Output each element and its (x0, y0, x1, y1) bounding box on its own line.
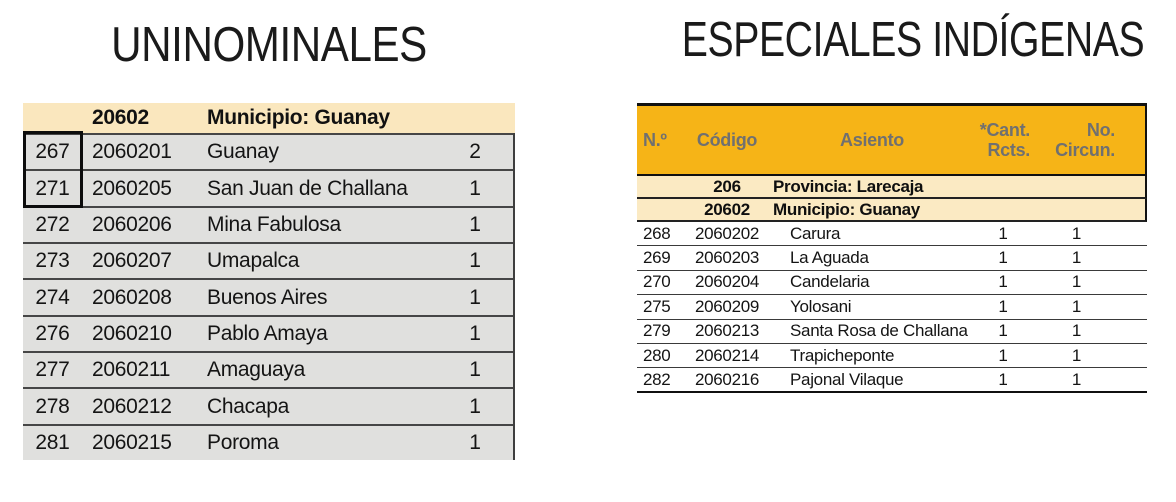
table-row (23, 206, 513, 242)
cell-cant-rcts: 1 (998, 345, 1008, 365)
col-header-cant-line1: *Cant. (979, 119, 1030, 140)
table-row (637, 368, 1147, 392)
cell-asiento: Trapicheponte (790, 345, 895, 365)
table-row (23, 278, 513, 314)
cell-no-circun: 1 (1071, 321, 1082, 341)
cell-asiento: Buenos Aires (207, 285, 328, 309)
cell-count: 1 (469, 212, 481, 236)
group-code: 20602 (704, 199, 750, 219)
cell-codigo: 2060212 (92, 394, 172, 418)
table-row (23, 315, 513, 351)
municipio-header-row (23, 103, 515, 133)
cell-cant-rcts: 1 (998, 272, 1008, 292)
table-row (23, 387, 513, 423)
cell-asiento: La Aguada (790, 248, 869, 268)
table-row (637, 344, 1147, 368)
cell-asiento: Chacapa (207, 394, 289, 418)
cell-asiento: Mina Fabulosa (207, 212, 341, 236)
group-label: Provincia: Larecaja (773, 176, 924, 196)
cell-asiento: San Juan de Challana (207, 176, 408, 200)
cell-codigo: 2060210 (92, 321, 172, 345)
table-row (637, 222, 1147, 246)
cell-codigo: 2060201 (92, 140, 172, 164)
uninominales-title: UNINOMINALES (111, 18, 427, 72)
cell-numero: 280 (643, 345, 671, 365)
cell-count: 2 (469, 140, 481, 164)
cell-asiento: Guanay (207, 140, 279, 164)
cell-asiento: Umapalca (207, 249, 300, 273)
cell-asiento: Candelaria (790, 272, 870, 292)
municipio-label: Municipio: Guanay (207, 106, 390, 129)
col-header-numero: N.º (643, 129, 667, 150)
cell-asiento: Yolosani (790, 296, 852, 316)
cell-numero: 281 (35, 430, 70, 454)
cell-cant-rcts: 1 (998, 369, 1008, 389)
cell-cant-rcts: 1 (998, 248, 1008, 268)
especiales-indigenas-table (637, 103, 1147, 393)
table-row (637, 271, 1147, 295)
cell-no-circun: 1 (1071, 223, 1082, 243)
cell-numero: 270 (643, 272, 671, 292)
table-row (23, 133, 513, 169)
cell-numero: 279 (643, 321, 671, 341)
col-header-circun-line2: Circun. (1055, 140, 1115, 160)
group-header-rows (637, 176, 1147, 222)
cell-count: 1 (469, 358, 481, 382)
cell-numero: 269 (643, 248, 671, 268)
cell-count: 1 (469, 249, 481, 273)
cell-no-circun: 1 (1071, 345, 1082, 365)
cell-count: 1 (469, 321, 481, 345)
cell-cant-rcts: 1 (998, 296, 1008, 316)
uninominales-table-body (23, 133, 515, 460)
group-row (637, 176, 1147, 199)
cell-count: 1 (469, 394, 481, 418)
cell-codigo: 2060204 (694, 272, 760, 292)
col-header-circun-line1: No. (1086, 119, 1115, 140)
cell-asiento: Pablo Amaya (207, 321, 328, 345)
table-row (637, 320, 1147, 344)
cell-codigo: 2060205 (92, 176, 172, 200)
cell-codigo: 2060214 (694, 345, 760, 365)
cell-no-circun: 1 (1071, 296, 1082, 316)
cell-numero: 276 (35, 321, 70, 345)
cell-numero: 267 (35, 140, 70, 164)
group-code: 206 (713, 176, 741, 196)
especiales-indigenas-title: ESPECIALES INDÍGENAS (681, 13, 1145, 67)
table-row (23, 169, 513, 205)
cell-numero: 274 (35, 285, 70, 309)
table-row (637, 295, 1147, 319)
cell-no-circun: 1 (1071, 248, 1082, 268)
cell-codigo: 2060203 (694, 248, 760, 268)
cell-numero: 271 (35, 176, 70, 200)
table-row (23, 424, 513, 460)
municipio-code: 20602 (92, 106, 149, 129)
cell-count: 1 (469, 285, 481, 309)
col-header-cant-rcts (972, 120, 1034, 160)
cell-numero: 272 (35, 212, 70, 236)
group-label: Municipio: Guanay (773, 199, 920, 219)
cell-no-circun: 1 (1071, 272, 1082, 292)
table-row (637, 246, 1147, 270)
cell-numero: 268 (643, 223, 671, 243)
cell-asiento: Poroma (207, 430, 279, 454)
group-row (637, 199, 1147, 222)
cell-cant-rcts: 1 (998, 321, 1008, 341)
cell-asiento: Carura (790, 223, 841, 243)
cell-codigo: 2060211 (92, 358, 171, 382)
col-header-cant-line2: Rcts. (987, 140, 1030, 160)
cell-codigo: 2060215 (92, 430, 172, 454)
cell-cant-rcts: 1 (998, 223, 1008, 243)
cell-codigo: 2060213 (694, 321, 760, 341)
cell-codigo: 2060216 (694, 369, 760, 389)
col-header-no-circun (1034, 120, 1119, 160)
cell-numero: 277 (35, 358, 70, 382)
cell-numero: 282 (643, 369, 671, 389)
col-header-asiento: Asiento (840, 129, 904, 150)
cell-asiento: Pajonal Vilaque (790, 369, 904, 389)
cell-asiento: Amaguaya (207, 358, 305, 382)
uninominales-table (23, 103, 515, 460)
cell-codigo: 2060206 (92, 212, 172, 236)
cell-numero: 275 (643, 296, 671, 316)
cell-no-circun: 1 (1071, 369, 1082, 389)
cell-codigo: 2060208 (92, 285, 172, 309)
cell-numero: 278 (35, 394, 70, 418)
cell-numero: 273 (35, 249, 70, 273)
cell-asiento: Santa Rosa de Challana (790, 321, 968, 341)
cell-codigo: 2060202 (694, 223, 760, 243)
table-row (23, 242, 513, 278)
col-header-codigo: Código (696, 129, 758, 150)
cell-codigo: 2060207 (92, 249, 172, 273)
cell-count: 1 (469, 430, 481, 454)
table-row (23, 351, 513, 387)
cell-count: 1 (469, 176, 481, 200)
cell-codigo: 2060209 (694, 296, 760, 316)
especiales-table-body (637, 222, 1147, 393)
column-header-row (637, 106, 1147, 176)
